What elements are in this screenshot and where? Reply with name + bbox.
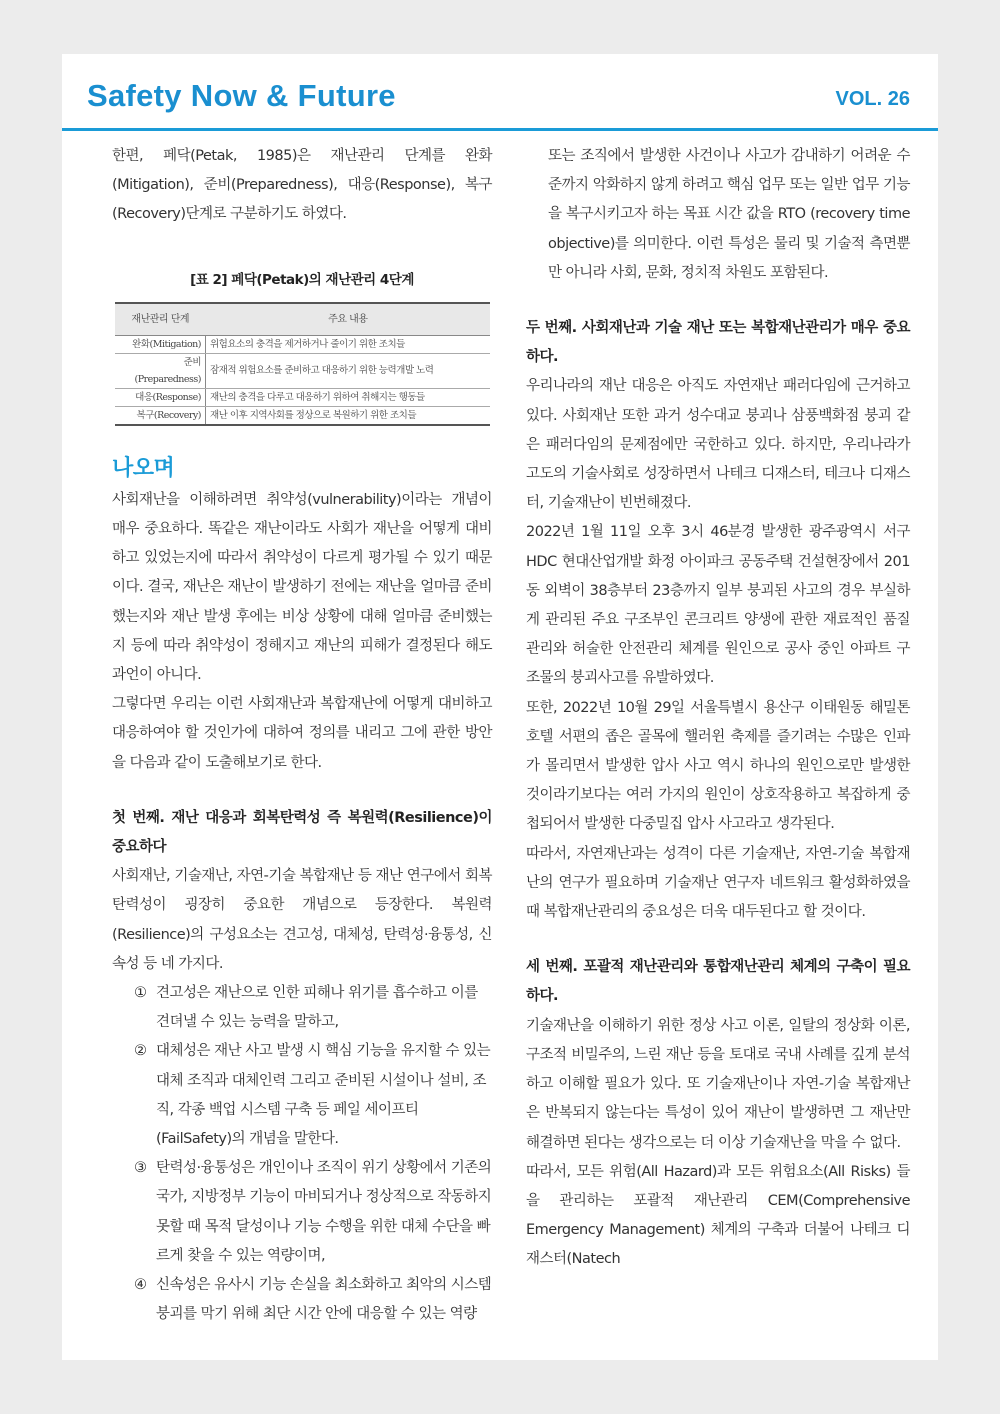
table-header-stage: 재난관리 단계: [115, 303, 206, 336]
table-row: [115, 353, 490, 388]
left-column: [112, 142, 492, 1330]
table-row: [115, 406, 490, 425]
page: [62, 54, 938, 1360]
table-row: [115, 388, 490, 406]
item-number: ③: [134, 1160, 147, 1177]
table-cell: 준비(Preparedness): [115, 353, 206, 388]
paragraph: 사회재난을 이해하려면 취약성(vulnerability)이라는 개념이 매우 중요하다. 똑같은 재난이라도 사회가 재난을 어떻게 대비하고 있었는지에 따라서 취약성이 다르게 평가될 수 있기 때문이다. 결국, 재난은 재난이 발생하기 전에는 재난을 얼마큼 준비했는지와 재난 발생 후에는 비상 상황에 대해 얼마큼 준비했는지 등에 따라 취약성이 정해지고 재난의 피해가 결정된다 해도 과언이 아니다.: [112, 491, 492, 684]
volume-label: VOL. 26: [835, 88, 910, 110]
right-column: [526, 142, 910, 1275]
paragraph: 그렇다면 우리는 이런 사회재난과 복합재난에 어떻게 대비하고 대응하여야 할 것인가에 대하여 정의를 내리고 그에 관한 방안을 다음과 같이 도출해보기로 한다.: [112, 696, 492, 771]
item-number: ②: [134, 1043, 147, 1060]
table-cell: 완화(Mitigation): [115, 335, 206, 353]
table-cell: 재난 이후 지역사회를 정상으로 복원하기 위한 조치들: [206, 406, 491, 425]
item-text: 탄력성·융통성은 개인이나 조직이 위기 상황에서 기존의 국가, 지방정부 기능이 마비되거나 정상적으로 작동하지 못할 때 목적 달성이나 기능 수행을 위한 대체 수단을 빠르게 찾을 수 있는 역량이며,: [156, 1160, 492, 1264]
table-cell: 복구(Recovery): [115, 406, 206, 425]
brand-title: Safety Now & Future: [87, 78, 396, 113]
page-header: [62, 54, 938, 131]
subheading: 두 번째. 사회재난과 기술 재난 또는 복합재난관리가 매우 중요하다.: [526, 320, 910, 366]
list-item: [112, 979, 492, 1037]
list-item: [112, 1037, 492, 1154]
paragraph: 따라서, 모든 위험(All Hazard)과 모든 위험요소(All Risks) 들을 관리하는 포괄적 재난관리 CEM(Comprehensive Emergency Management) 체계의 구축과 더불어 나테크 디재스터(Natech: [526, 1163, 910, 1268]
table-header-content: 주요 내용: [206, 303, 491, 336]
subheading: 세 번째. 포괄적 재난관리와 통합재난관리 체계의 구축이 필요하다.: [526, 959, 910, 1005]
item-number: ①: [134, 985, 147, 1002]
paragraph: 2022년 1월 11일 오후 3시 46분경 발생한 광주광역시 서구 HDC 현대산업개발 화정 아이파크 공동주택 건설현장에서 201동 외벽이 38층부터 23층까지 일부 붕괴된 사고의 경우 부실하게 관리된 주요 구조부인 콘크리트 양생에 관한 재료적인 품질관리와 허술한 안전관리 체계를 원인으로 공사 중인 아파트 구조물의 붕괴사고를 유발하였다.: [526, 524, 910, 687]
paragraph: 사회재난, 기술재난, 자연-기술 복합재난 등 재난 연구에서 회복탄력성이 굉장히 중요한 개념으로 등장한다. 복원력(Resilience)의 구성요소는 견고성, 대체성, 탄력성·융통성, 신속성 등 네 가지다.: [112, 868, 492, 972]
paragraph: 기술재난을 이해하기 위한 정상 사고 이론, 일탈의 정상화 이론, 구조적 비밀주의, 느린 재난 등을 토대로 국내 사례를 깊게 분석하고 이해할 필요가 있다. 또 기술재난이나 자연-기술 복합재난은 반복되지 않는다는 특성이 있어 재난이 발생하면 그 재난만 해결하면 된다는 생각으로는 더 이상 기술재난을 막을 수 없다.: [526, 1017, 910, 1151]
petak-table: [115, 302, 490, 426]
table-cell: 위험요소의 충격을 제거하거나 줄이기 위한 조치들: [206, 335, 491, 353]
continued-paragraph: 또는 조직에서 발생한 사건이나 사고가 감내하기 어려운 수준까지 악화하지 않게 하려고 핵심 업무 또는 일반 업무 기능을 복구시키고자 하는 목표 시간 값을 RTO (recovery time objective)를 의미한다. 이런 특성은 물리 및 기술적 측면뿐만 아니라 사회, 문화, 정치적 차원도 포함된다.: [548, 148, 910, 281]
item-text: 대체성은 재난 사고 발생 시 핵심 기능을 유지할 수 있는 대체 조직과 대체인력 그리고 준비된 시설이나 설비, 조직, 각종 백업 시스템 구축 등 페일 세이프티(FailSafety)의 개념을 말한다.: [156, 1043, 491, 1148]
paragraph: 따라서, 자연재난과는 성격이 다른 기술재난, 자연-기술 복합재난의 연구가 필요하며 기술재난 연구자 네트워크 활성화하였을 때 복합재난관리의 중요성은 더욱 대두된다고 할 것이다.: [526, 845, 910, 921]
table-caption: [표 2] 페닥(Petak)의 재난관리 4단계: [190, 271, 414, 288]
subheading: 첫 번째. 재난 대응과 회복탄력성 즉 복원력(Resilience)이 중요하다: [112, 809, 492, 856]
table-cell: 대응(Response): [115, 388, 206, 406]
list-item: [112, 1271, 492, 1329]
section-title: 나오며: [112, 455, 175, 481]
item-text: 견고성은 재난으로 인한 피해나 위기를 흡수하고 이를 견뎌낼 수 있는 능력을 말하고,: [156, 985, 478, 1031]
table-cell: 잠재적 위험요소를 준비하고 대응하기 위한 능력개발 노력: [206, 353, 491, 388]
table-cell: 재난의 충격을 다루고 대응하기 위하여 취해지는 행동들: [206, 388, 491, 406]
list-item: [112, 1154, 492, 1271]
table-row: [115, 335, 490, 353]
item-text: 신속성은 유사시 기능 손실을 최소화하고 최악의 시스템 붕괴를 막기 위해 최단 시간 안에 대응할 수 있는 역량: [156, 1277, 492, 1323]
intro-paragraph: 한편, 페닥(Petak, 1985)은 재난관리 단계를 완화(Mitigation), 준비(Preparedness), 대응(Response), 복구(Recovery)단계로 구분하기도 하였다.: [112, 148, 492, 223]
item-number: ④: [134, 1277, 147, 1294]
paragraph: 또한, 2022년 10월 29일 서울특별시 용산구 이태원동 해밀톤호텔 서편의 좁은 골목에 핼러윈 축제를 즐기려는 수많은 인파가 몰리면서 발생한 압사 사고 역시 하나의 원인으로만 발생한 것이라기보다는 여러 가지의 원인이 상호작용하고 복잡하게 중첩되어서 발생한 다중밀집 압사 사고라고 생각된다.: [526, 699, 910, 833]
paragraph: 우리나라의 재난 대응은 아직도 자연재난 패러다임에 근거하고 있다. 사회재난 또한 과거 성수대교 붕괴나 삼풍백화점 붕괴 같은 패러다임의 문제점에만 국한하고 있다. 하지만, 우리나라가 고도의 기술사회로 성장하면서 나테크 디재스터, 테크나 디재스터, 기술재난이 빈번해졌다.: [526, 378, 910, 512]
